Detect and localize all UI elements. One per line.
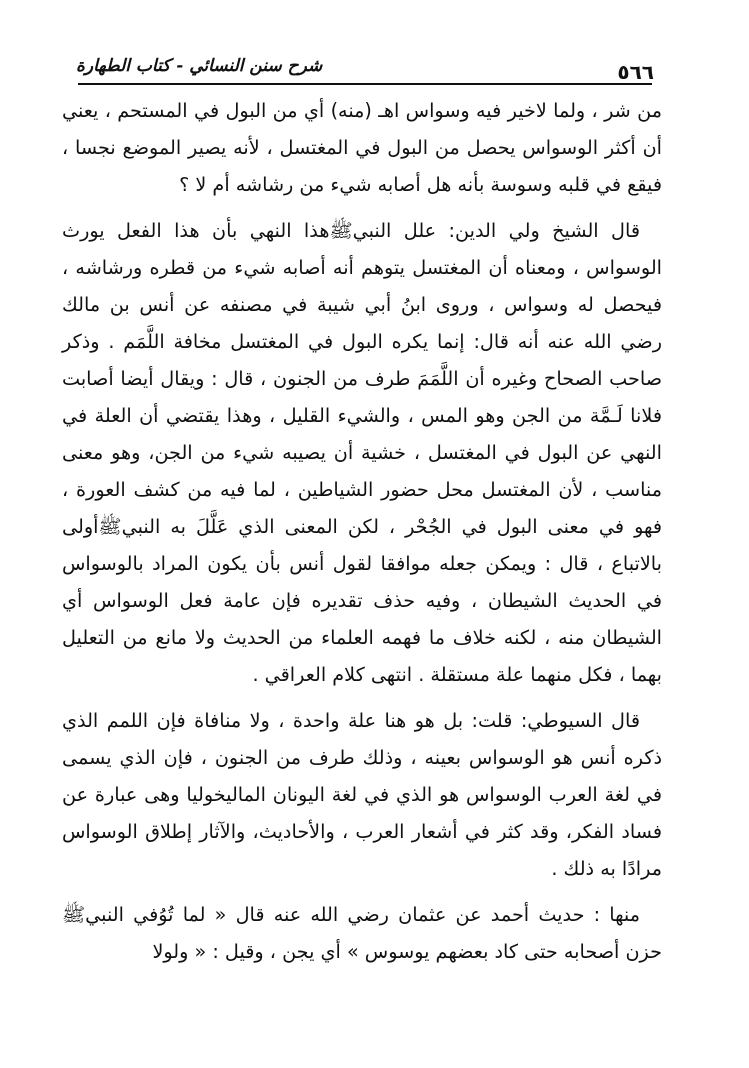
paragraph-2: قال الشيخ ولي الدين: علل النبيﷺهذا النهي بأن هذا الفعل يورث الوسواس ، ومعناه أن المغتسل يتوهم أنه أصابه شيء من قطره ورشاشه ، فيحصل له وسواس ، وروى ابنُ أبي شيبة في مصنفه عن أنس بن مالك رضي الله عنه أنه قال: إنما يكره البول في المغتسل مخافة اللَّمَم . وذكر صاحب الصحاح وغيره أن اللَّمَمَ طرف من الجنون ، قال : ويقال أيضا أصابت فلانا لَـمَّة من الجن وهو المس ، والشيء القليل ، وهذا يقتضي أن العلة في النهي عن البول في المغتسل ، خشية أن يصيبه شيء من الجن، وهو معنى مناسب ، لأن المغتسل محل حضور الشياطين ، لما فيه من كشف العورة ، فهو في معنى البول في الجُحْر ، لكن المعنى الذي عَلَّلَ به النبيﷺأولى بالاتباع ، قال : ويمكن جعله موافقا لقول أنس بأن يكون المراد بالوسواس في الحديث الشيطان ، وفيه حذف تقديره فإن عامة فعل الوسواس أي الشيطان منه ، لكنه خلاف ما فهمه العلماء من الحديث ولا مانع من التعليل بهما ، فكل منهما علة مستقلة . انتهى كلام العراقي . xyxy=(62,219,662,686)
paragraph-1: من شر ، ولما لاخير فيه وسواس اهـ (منه) أي من البول في المستحم ، يعني أن أكثر الوسواس يحصل من البول في المغتسل ، لأنه يصير الموضع نجسا ، فيقع في قلبه وسوسة بأنه هل أصابه شيء من رشاشه أم لا ؟ xyxy=(62,99,662,196)
header-rule xyxy=(78,83,652,85)
running-title: شرح سنن النسائي - كتاب الطهارة xyxy=(76,56,323,76)
paragraph-3: قال السيوطي: قلت: بل هو هنا علة واحدة ، ولا منافاة فإن اللمم الذي ذكره أنس هو الوسواس بعينه ، وذلك طرف من الجنون ، فإن الذي يسمى في لغة العرب الوسواس هو الذي في لغة اليونان الماليخوليا وهى عبارة عن فساد الفكر، وقد كثر في أشعار العرب ، والأحاديث، والآثار إطلاق الوسواس مرادًا به ذلك . xyxy=(62,709,662,880)
paragraph-4: منها : حديث أحمد عن عثمان رضي الله عنه قال « لما تُوُفي النبيﷺ حزن أصحابه حتى كاد بعضهم يوسوس » أي يجن ، وقيل : « ولولا xyxy=(62,903,662,963)
page-body xyxy=(62,92,662,970)
page-number: ٥٦٦ xyxy=(617,60,654,84)
